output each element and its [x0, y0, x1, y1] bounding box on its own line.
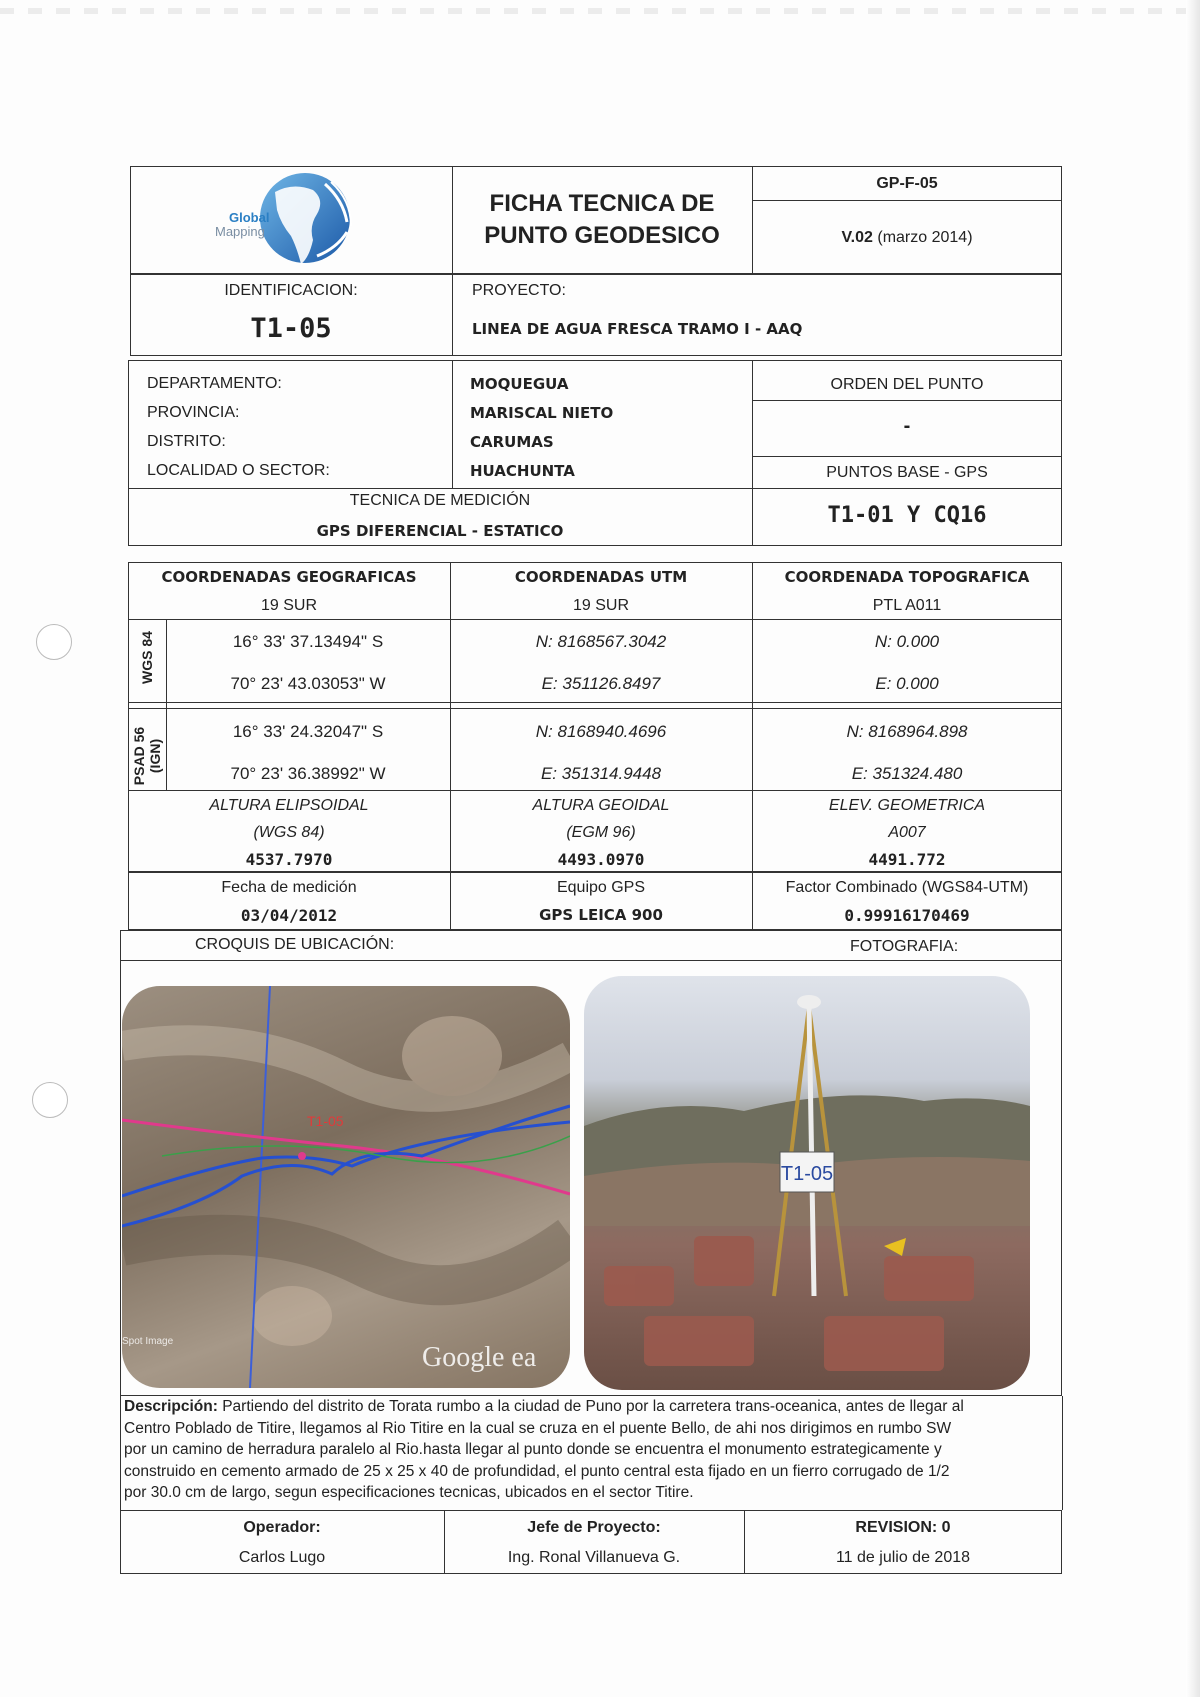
- point-order-label: ORDEN DEL PUNTO: [830, 376, 984, 393]
- gps-equipment-value: GPS LEICA 900: [539, 906, 663, 924]
- geoidal-height-model: (EGM 96): [566, 824, 636, 841]
- field-photo: [584, 976, 1030, 1390]
- identification-label: IDENTIFICACION:: [224, 282, 358, 299]
- base-points-value: T1-01 Y CQ16: [827, 503, 987, 528]
- district-value: CARUMAS: [470, 433, 554, 451]
- wgs84-utm-north: N: 8168567.3042: [535, 632, 667, 651]
- doc-title-line1: FICHA TECNICA DE: [489, 190, 715, 217]
- psad56-datum-label: [131, 721, 163, 791]
- gps-equipment-label: Equipo GPS: [556, 879, 646, 896]
- photo-sign-label: T1-05: [780, 1163, 834, 1185]
- measurement-date-label: Fecha de medición: [221, 879, 357, 896]
- wgs84-datum-label: WGS 84: [139, 631, 155, 684]
- geoidal-height-label: ALTURA GEOIDAL: [532, 797, 670, 814]
- measurement-date-value: 03/04/2012: [240, 906, 338, 925]
- psad56-topo-east: E: 351324.480: [851, 764, 963, 783]
- ellipsoidal-height-label: ALTURA ELIPSOIDAL: [209, 797, 369, 814]
- psad56-agency: (IGN): [147, 738, 163, 774]
- topo-coords-zone: PTL A011: [872, 597, 942, 614]
- punch-hole: [36, 624, 72, 660]
- psad56-utm-east: E: 351314.9448: [540, 764, 662, 783]
- page-edge: [1186, 0, 1200, 1697]
- company-logo: [205, 170, 365, 270]
- description-text-5: por 30.0 cm de largo, segun especificaciones tecnicas, ubicados en el sector Titire.: [124, 1484, 694, 1501]
- revision-label: REVISION: 0: [855, 1519, 951, 1536]
- project-label: PROYECTO:: [472, 282, 566, 299]
- geometric-elevation-value: 4491.772: [868, 850, 946, 869]
- combined-factor-label: Factor Combinado (WGS84-UTM): [785, 879, 1029, 896]
- version-date: (marzo 2014): [877, 229, 973, 246]
- psad56-latitude: 16° 33' 24.32047" S: [232, 722, 384, 741]
- logo-line1: Global: [229, 210, 270, 225]
- locality-value: HUACHUNTA: [470, 462, 575, 480]
- map-credit: Spot Image: [122, 1336, 174, 1347]
- scan-artifact: [0, 8, 1200, 14]
- map-point-marker: T1-05: [307, 1113, 344, 1129]
- geo-coords-zone: 19 SUR: [260, 597, 318, 614]
- description-text-2: Centro Poblado de Titire, llegamos al Rio Titire en la cual se cruza en el puente Bello, de ahi nos dirigimos en rumbo SW: [124, 1419, 952, 1437]
- psad56-utm-north: N: 8168940.4696: [535, 722, 667, 741]
- utm-coords-title: COORDENADAS UTM: [514, 568, 688, 586]
- wgs84-topo-north: N: 0.000: [874, 632, 940, 651]
- department-label: DEPARTAMENTO:: [147, 375, 282, 392]
- project-manager-name: Ing. Ronal Villanueva G.: [507, 1549, 681, 1566]
- psad56-longitude: 70° 23' 36.38992" W: [230, 764, 386, 783]
- wgs84-latitude: 16° 33' 37.13494" S: [232, 632, 384, 651]
- wgs84-utm-east: E: 351126.8497: [541, 674, 661, 693]
- project-value: LINEA DE AGUA FRESCA TRAMO I - AAQ: [472, 320, 803, 338]
- description-line: [124, 1396, 1064, 1418]
- utm-coords-zone: 19 SUR: [572, 597, 630, 614]
- logo-line2: Mapping: [215, 224, 265, 239]
- department-value: MOQUEGUA: [470, 375, 569, 393]
- district-label: DISTRITO:: [147, 433, 226, 450]
- version-number: V.02: [841, 229, 873, 246]
- province-label: PROVINCIA:: [147, 404, 240, 421]
- operator-label: Operador:: [243, 1519, 321, 1536]
- description-block: [124, 1396, 1064, 1504]
- technique-label: TECNICA DE MEDICIÓN: [349, 492, 531, 509]
- wgs84-topo-east: E: 0.000: [875, 674, 939, 693]
- point-order-value: -: [903, 415, 911, 437]
- photograph-label: FOTOGRAFIA:: [850, 938, 959, 955]
- combined-factor-value: 0.99916170469: [844, 906, 970, 925]
- psad56-label: PSAD 56: [131, 726, 147, 786]
- location-sketch-label: CROQUIS DE UBICACIÓN:: [195, 936, 395, 953]
- description-text-4: construido en cemento armado de 25 x 25 x 40 de profundidad, el punto central esta fijado en un fierro corrugado de 1/2: [124, 1462, 950, 1480]
- psad56-topo-north: N: 8168964.898: [846, 722, 968, 741]
- geometric-elevation-ref: A007: [888, 824, 926, 841]
- geo-coords-title: COORDENADAS GEOGRAFICAS: [161, 568, 417, 586]
- geometric-elevation-label: ELEV. GEOMETRICA: [828, 797, 986, 814]
- base-points-label: PUNTOS BASE - GPS: [826, 464, 988, 481]
- site-photograph: [584, 976, 1030, 1390]
- description-text-3: por un camino de herradura paralelo al Rio.hasta llegar al punto donde se encuentra el monumento estrategicamente y: [124, 1441, 942, 1458]
- technique-value: GPS DIFERENCIAL - ESTATICO: [316, 522, 564, 540]
- locality-label: LOCALIDAD O SECTOR:: [147, 462, 330, 479]
- ellipsoidal-height-value: 4537.7970: [245, 850, 333, 869]
- ellipsoidal-height-model: (WGS 84): [253, 824, 325, 841]
- form-version: [752, 229, 1062, 247]
- location-map-image: [122, 986, 570, 1388]
- satellite-map: [122, 986, 570, 1388]
- province-value: MARISCAL NIETO: [470, 404, 614, 422]
- form-code: GP-F-05: [876, 175, 938, 192]
- topo-coords-title: COORDENADA TOPOGRAFICA: [784, 568, 1030, 586]
- description-text-1: Partiendo del distrito de Torata rumbo a la ciudad de Puno por la carretera trans-oceanica, antes de llegar al: [222, 1398, 964, 1415]
- wgs84-longitude: 70° 23' 43.03053" W: [230, 674, 386, 693]
- project-manager-label: Jefe de Proyecto:: [527, 1519, 661, 1536]
- identification-value: T1-05: [250, 313, 332, 344]
- description-label: Descripción:: [124, 1398, 218, 1415]
- map-watermark: Google ea: [422, 1342, 537, 1373]
- geoidal-height-value: 4493.0970: [557, 850, 645, 869]
- revision-date: 11 de julio de 2018: [835, 1549, 971, 1566]
- doc-title-line2: PUNTO GEODESICO: [484, 222, 720, 249]
- operator-name: Carlos Lugo: [238, 1549, 326, 1566]
- punch-hole: [32, 1082, 68, 1118]
